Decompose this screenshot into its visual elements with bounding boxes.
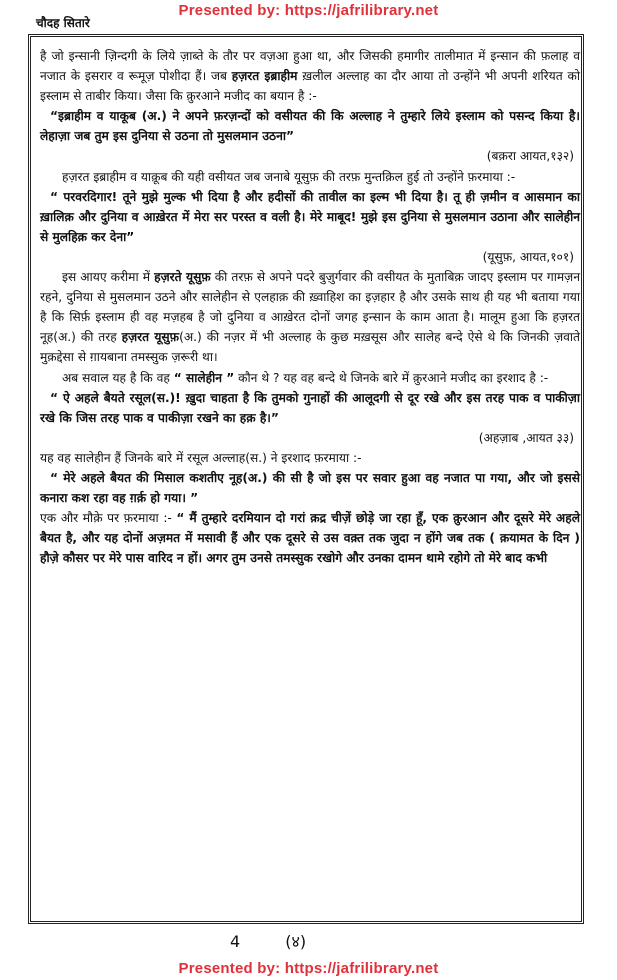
quote-4: “ मेरे अहले बैयत की मिसाल कशतीए नूह(अ.) की सी है जो इस पर सवार हुआ वह नजात पा गया, और जो इससे कनारा कश रहा वह ग़र्क़ हो गया। ” <box>40 470 580 506</box>
paragraph-2: हज़रत इब्राहीम व याक़ूब की यही वसीयत जब जनाबे यूसुफ़ की तरफ़ मुन्तक़िल हुई तो उन्होंने फ़रमाया :- <box>62 169 516 184</box>
page-body <box>40 46 580 568</box>
quote-2: “ परवरदिगार! तूने मुझे मुल्क भी दिया है और हदीसों की तावील का इल्म भी दिया है। तू ही ज़मीन व आसमान का ख़ालिक़ और दुनिया व आख़ेरत में मेरा सर परस्त व वली है। मेरे माबूद! मुझे इस दुनिया से मुसलमान उठाना और सालेहीन से मुलहिक़ कर देना” <box>40 189 580 244</box>
quote-1: “इब्राहीम व याकूब (अ.) ने अपने फ़रज़न्दों को वसीयत की कि अल्लाह ने तुम्हारे लिये इस्लाम को पसन्द किया है। लेहाज़ा जब तुम इस दुनिया से उठना तो मुसलमान उठना” <box>40 109 580 144</box>
citation-2: (यूसुफ़, आयत,१०१) <box>482 249 574 264</box>
name-ibrahim: हज़रत इब्राहीम <box>231 69 298 84</box>
printed-page-number: (४) <box>285 932 307 951</box>
quote-5: “ मैं तुम्हारे दरमियान दो गरां क़द्र चीज़ें छोड़े जा रहा हूँ, एक क़ुरआन और दूसरे मेरे अहले बैयत है, और यह दोनों अज़मत में मसावी हैं और एक दूसरे से उस वक़्त तक जुदा न होंगे जब तक ( क़यामत के दिन ) हौज़े कौसर पर मेरे पास वारिद न हों। अगर तुम उनसे तमस्सुक रखोगे और उनका दामन थामे रहोगे तो मेरे बाद कभी <box>40 511 580 566</box>
paragraph-6-text-a: एक और मौक़े पर फ़रमाया :- <box>40 511 177 526</box>
running-head: चौदह सितारे <box>36 16 90 30</box>
paragraph-3 <box>40 267 580 367</box>
citation-3: (अहज़ाब ,आयत ३३) <box>478 430 574 445</box>
paragraph-3-text-a: इस आयए करीमा में <box>62 270 155 285</box>
paragraph-4 <box>40 368 580 388</box>
name-yusuf: हज़रते यूसुफ़ <box>154 270 211 285</box>
paragraph-6 <box>40 508 580 568</box>
handwritten-page-number: 4 <box>230 932 241 951</box>
paragraph-4-text-b: कौन थे ? यह वह बन्दे थे जिनके बारे में क़ुरआने मजीद का इरशाद है :- <box>234 370 549 385</box>
watermark-top: Presented by: https://jafrilibrary.net <box>178 2 439 19</box>
paragraph-1-text-a: है जो इन्सानी ज़िन्दगी के लिये ज़ाब्ते के तौर पर वज़आ हुआ था, और जिसकी हमागीर तालीमात में इन्सान की फ़लाह व नजात के इसरार व रूमूज़ पोशीदा हैं। जब <box>40 49 580 84</box>
paragraph-3-text-c: (अ.) की नज़र में भी अल्लाह के कुछ मख़सूस और सालेह बन्दे ऐसे थे कि जिनकी ज़वाते मुक़द्देसा से ग़ायबाना तमस्सुक ज़रूरी था। <box>40 330 580 365</box>
name-yusuf-2: हज़रत यूसुफ़ <box>121 330 180 345</box>
paragraph-1 <box>40 46 580 106</box>
citation-1: (बक़रा आयत,१३२) <box>486 149 574 164</box>
paragraph-4-text-a: अब सवाल यह है कि वह <box>62 370 174 385</box>
page-number <box>230 930 346 952</box>
watermark-bottom: Presented by: https://jafrilibrary.net <box>178 960 439 977</box>
paragraph-1-text-b: ख़लील अल्लाह का दौर आया तो उन्होंने भी अपनी शरियत को इस्लाम से ताबीर किया। जैसा कि क़ुरआने मजीद का बयान है :- <box>40 69 580 104</box>
term-saleheen: “ सालेहीन ” <box>173 370 235 385</box>
paragraph-3-text-b: की तरफ़ से अपने पदरे बुज़ुर्गवार की वसीयत के मुताबिक़ जादए इस्लाम पर गामज़न रहने, दुनिया से मुसलमान उठने और सालेहीन से एलहाक़ की ख़्वाहिश का इज़हार है और उसके साथ ही यह भी बताया गया है कि सिर्फ़ इस्लाम ही वह मज़हब है जो दुनिया व आख़ेरत दोनों जगह इन्सान के काम आता है। मालूम हुआ कि हज़रत नूह(अ.) की तरह <box>40 270 580 345</box>
paragraph-5: यह वह सालेहीन हैं जिनके बारे में रसूल अल्लाह(स.) ने इरशाद फ़रमाया :- <box>40 450 362 465</box>
quote-3: “ ऐ अहले बैयते रसूल(स.)! ख़ुदा चाहता है कि तुमको गुनाहों की आलूदगी से दूर रखे और इस तरह पाक व पाकीज़ा रखे कि जिस तरह पाक व पाकीज़ा रखने का हक़ है।” <box>40 390 580 425</box>
